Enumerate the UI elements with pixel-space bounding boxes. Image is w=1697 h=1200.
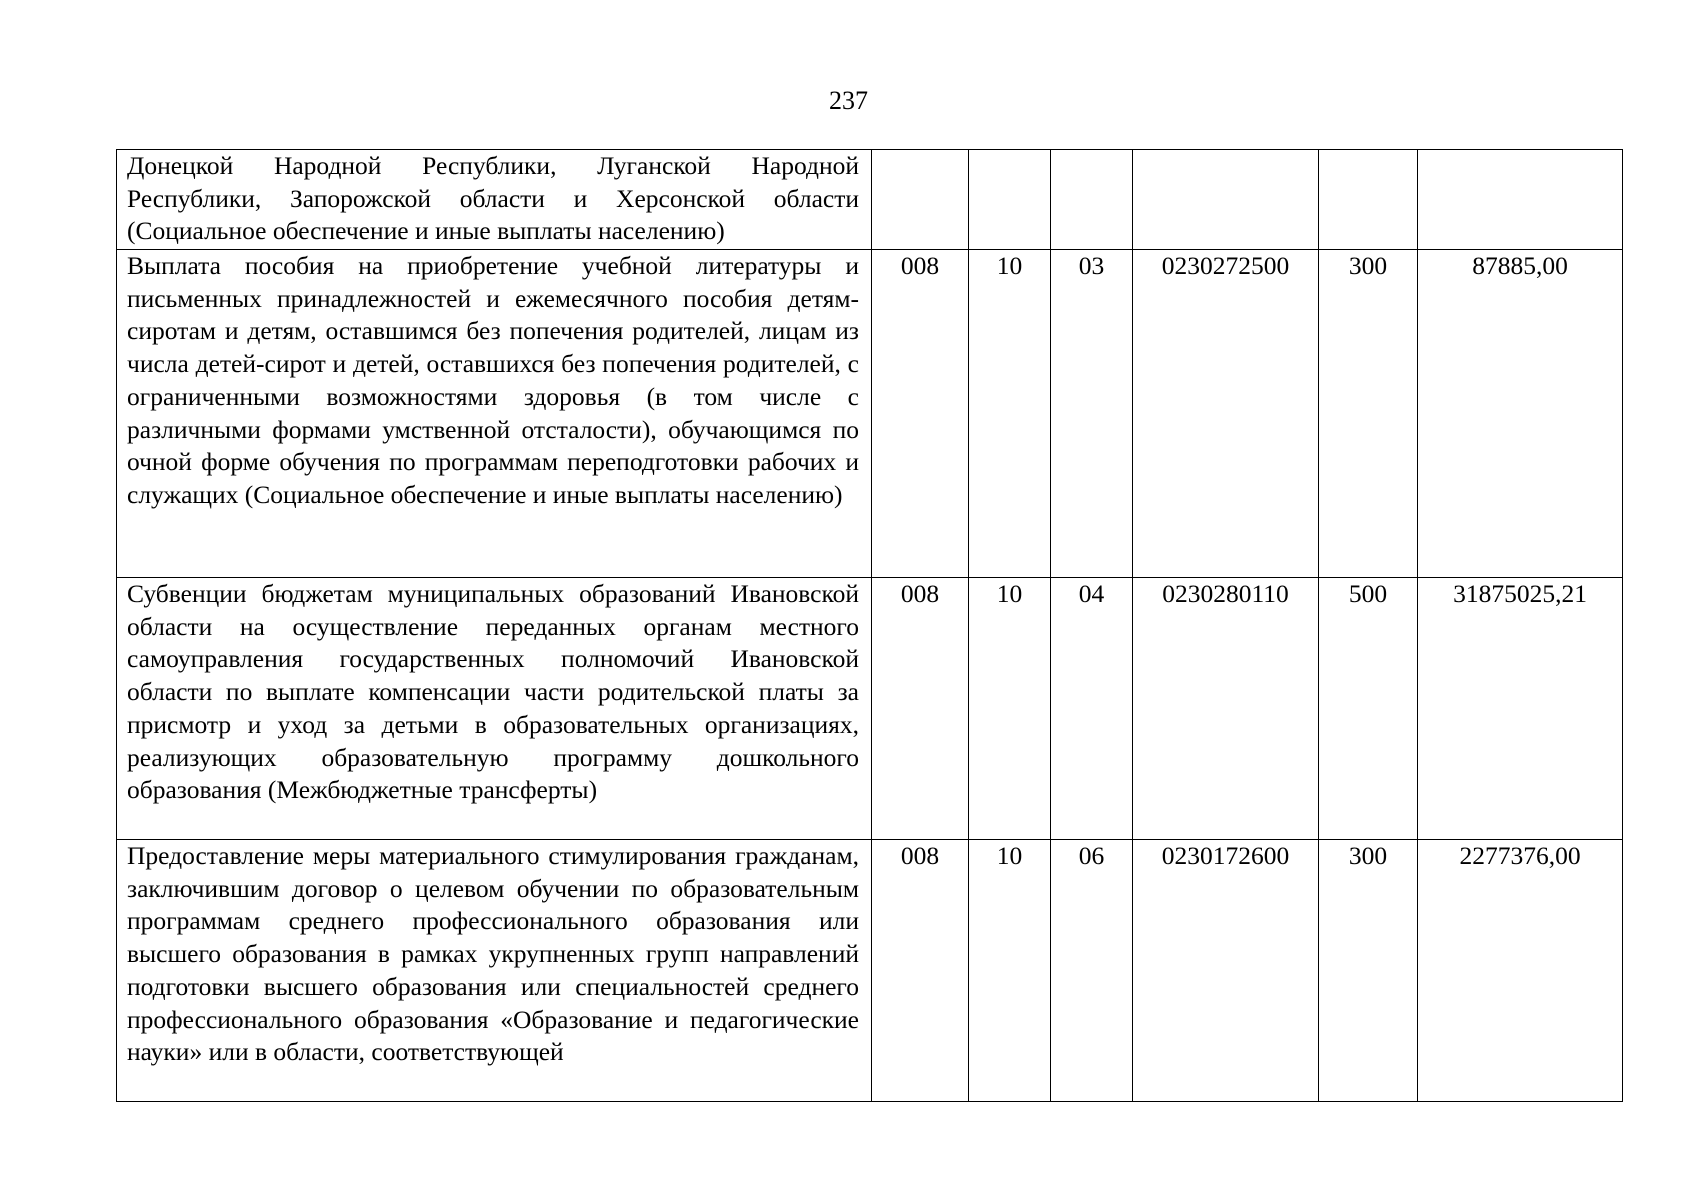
target-article-code: 0230172600 <box>1133 840 1319 1102</box>
expense-type-code: 300 <box>1319 250 1418 578</box>
expense-type-code <box>1319 150 1418 250</box>
section-code: 10 <box>969 840 1051 1102</box>
target-article-code: 0230280110 <box>1133 578 1319 840</box>
subsection-code: 03 <box>1051 250 1133 578</box>
target-article-code: 0230272500 <box>1133 250 1319 578</box>
section-code: 10 <box>969 250 1051 578</box>
expense-type-code: 500 <box>1319 578 1418 840</box>
amount: 87885,00 <box>1418 250 1623 578</box>
section-code: 10 <box>969 578 1051 840</box>
section-code <box>969 150 1051 250</box>
ministry-code <box>872 150 969 250</box>
target-article-code <box>1133 150 1319 250</box>
ministry-code: 008 <box>872 578 969 840</box>
table-row <box>117 578 1623 840</box>
table-row <box>117 250 1623 578</box>
subsection-code <box>1051 150 1133 250</box>
table-row <box>117 150 1623 250</box>
subsection-code: 04 <box>1051 578 1133 840</box>
row-description: Предоставление меры материального стимулирования гражданам, заключившим договор о целевом обучении по образовательным программам среднего профессионального образования или высшего образования в рамках укрупненных групп направлений подготовки высшего образования или специальностей среднего профессионального образования «Образование и педагогические науки» или в области, соответствующей <box>117 840 872 1102</box>
row-description: Субвенции бюджетам муниципальных образований Ивановской области на осуществление переданных органам местного самоуправления государственных полномочий Ивановской области по выплате компенсации части родительской платы за присмотр и уход за детьми в образовательных организациях, реализующих образовательную программу дошкольного образования (Межбюджетные трансферты) <box>117 578 872 840</box>
expense-type-code: 300 <box>1319 840 1418 1102</box>
ministry-code: 008 <box>872 250 969 578</box>
amount <box>1418 150 1623 250</box>
subsection-code: 06 <box>1051 840 1133 1102</box>
row-description: Донецкой Народной Республики, Луганской Народной Республики, Запорожской области и Херсонской области (Социальное обеспечение и иные выплаты населению) <box>117 150 872 250</box>
amount: 2277376,00 <box>1418 840 1623 1102</box>
row-description: Выплата пособия на приобретение учебной литературы и письменных принадлежностей и ежемесячного пособия детям-сиротам и детям, оставшимся без попечения родителей, лицам из числа детей-сирот и детей, оставшихся без попечения родителей, с ограниченными возможностями здоровья (в том числе с различными формами умственной отсталости), обучающимся по очной форме обучения по программам переподготовки рабочих и служащих (Социальное обеспечение и иные выплаты населению) <box>117 250 872 578</box>
amount: 31875025,21 <box>1418 578 1623 840</box>
budget-table <box>116 149 1623 1102</box>
table-row <box>117 840 1623 1102</box>
page-number: 237 <box>829 86 868 115</box>
ministry-code: 008 <box>872 840 969 1102</box>
